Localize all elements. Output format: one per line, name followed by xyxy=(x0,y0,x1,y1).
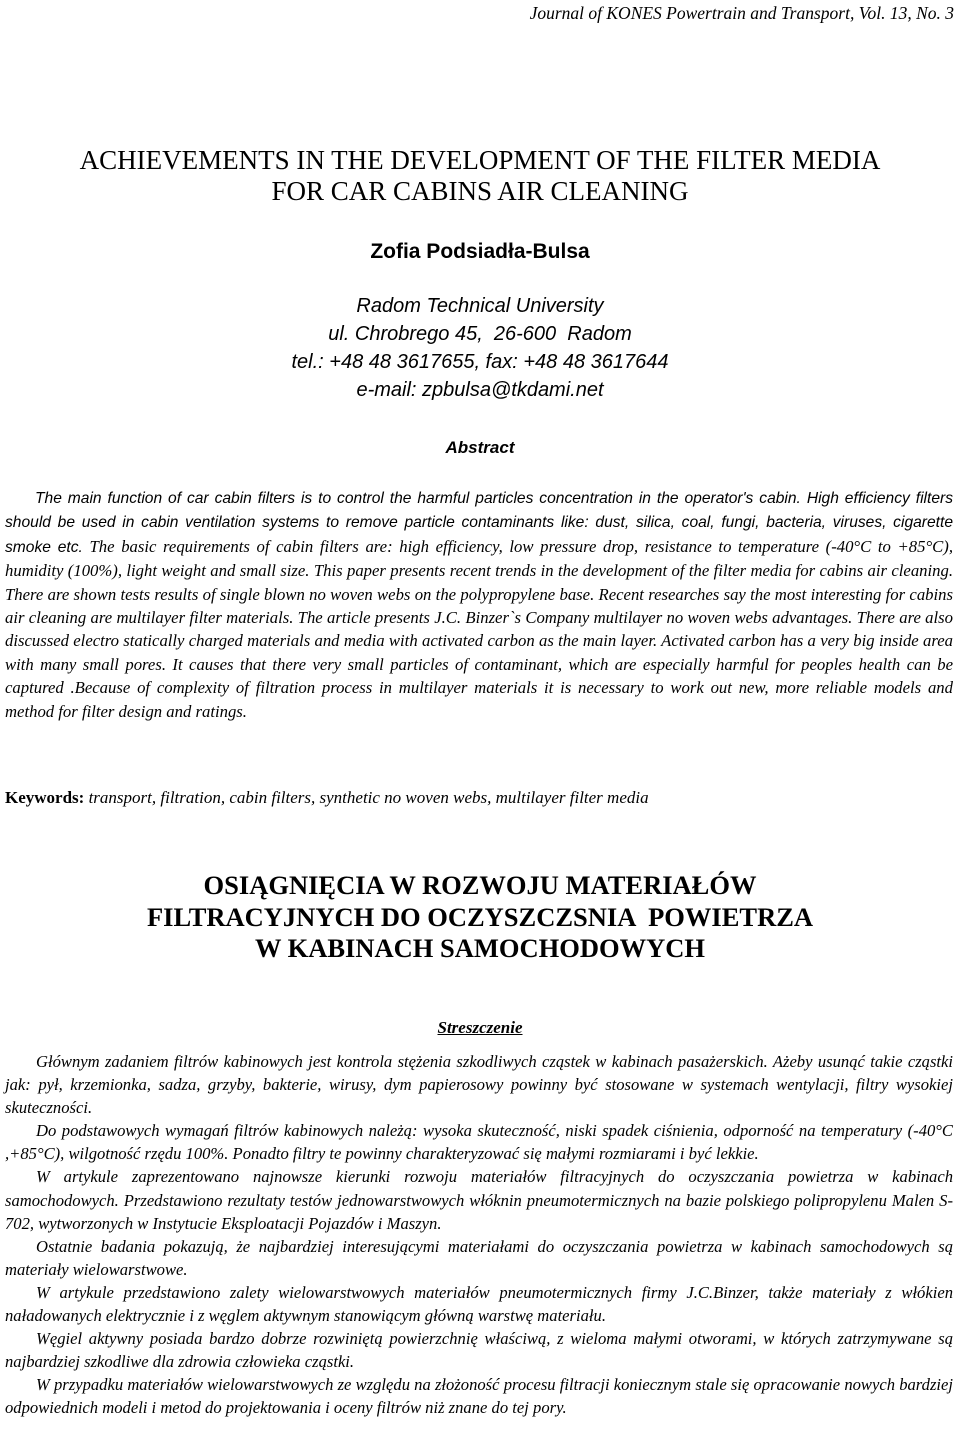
affiliation-institution: Radom Technical University xyxy=(356,295,604,317)
streszczenie-paragraph: W przypadku materiałów wielowarstwowych ze względu na złożoność procesu filtracji koniecznym stale się opracowanie nowych bardziej odpowiednich modeli i metod do projektowania i oceny filtrów niż znane do tej pory. xyxy=(5,1375,953,1418)
streszczenie-paragraph: Głównym zadaniem filtrów kabinowych jest kontrola stężenia szkodliwych cząstek w kabinach pasażerskich. Ażeby usunąć takie cząstki jak: pył, krzemionka, sadza, grzyby, bakterie, wirusy, dym papierosowy powinny być stosowane w systemach wentylacji, filtry wysokiej skuteczności. xyxy=(5,1052,953,1118)
streszczenie-paragraph: Do podstawowych wymagań filtrów kabinowych należą: wysoka skuteczność, niski spadek ciśnienia, odporność na temperatury (-40°C ,+85°C), wilgotność rzędu 100%. Ponadto filtry te powinny charakteryzować się małymi rozmiarami i być lekkie. xyxy=(5,1121,953,1164)
streszczenie-paragraph: Ostatnie badania pokazują, że najbardziej interesującymi materiałami do oczyszczania powietrza w kabinach samochodowych są materiały wielowarstwowe. xyxy=(5,1236,953,1279)
streszczenie-paragraph: W artykule zaprezentowano najnowsze kierunki rozwoju materiałów filtracyjnych do oczyszczania powietrza w kabinach samochodowych. Przedstawiono rezultaty testów jednowarstwowych włóknin pneumotermicznych na bazie polskiego polipropylenu Malen S-702, wytworzonych w Instytucie Eksploatacji Pojazdów i Maszyn. xyxy=(5,1167,953,1233)
polish-title-line-1: OSIĄGNIĘCIA W ROZWOJU MATERIAŁÓW xyxy=(203,870,757,900)
journal-header: Journal of KONES Powertrain and Transport, Vol. 13, No. 3 xyxy=(529,3,954,23)
title-line-2: FOR CAR CABINS AIR CLEANING xyxy=(271,176,689,206)
keywords-line xyxy=(5,786,953,810)
affiliation-phone: tel.: +48 48 3617655, fax: +48 48 3617644 xyxy=(291,351,669,373)
streszczenie-body xyxy=(5,1050,953,1420)
abstract-heading: Abstract xyxy=(445,438,515,457)
affiliation-address: ul. Chrobrego 45, 26-600 Radom xyxy=(328,323,632,345)
affiliation-block xyxy=(0,292,960,404)
polish-title-line-2: FILTRACYJNYCH DO OCZYSZCZSNIA POWIETRZA xyxy=(146,901,814,932)
affiliation-email: e-mail: zpbulsa@tkdami.net xyxy=(356,379,604,401)
keywords-label: Keywords: xyxy=(5,788,85,807)
paper-title-polish xyxy=(0,870,960,965)
streszczenie-paragraph: W artykule przedstawiono zalety wielowarstwowych materiałów pneumotermicznych firmy J.C.Binzer, także materiały z włókien naładowanych elektrycznie i z węglem aktywnym stanowiącym główną warstwę materiału. xyxy=(5,1282,953,1326)
streszczenie-heading: Streszczenie xyxy=(437,1018,523,1037)
abstract-paragraph xyxy=(5,486,953,723)
abstract-part-2: The basic requirements of cabin filters are: high efficiency, low pressure drop, resistance to temperature (-40°C to +85°C), humidity (100%), light weight and small size. This paper presents recent trends in the development of the filter media for cabins air cleaning. There are shown tests results of single blown no woven webs on the polypropylene base. Recent researches say the most interesting for cabins air cleaning are multilayer filter materials. The article presents J.C. Binzer`s Company multilayer no woven webs advantages. There are also discussed electro statically charged materials and media with activated carbon as the main layer. Activated carbon has a very big inside area with many small pores. It causes that there very small particles of contaminant, which are especially harmful for peoples health can be captured .Because of complexity of filtration process in multilayer materials it is necessary to work out new, more reliable models and method for filter design and ratings. xyxy=(5,536,953,721)
abstract-part-1: The main function of car cabin filters is to control the harmful particles concentration in the operator's cabin. High efficiency filters should be used in cabin ventilation systems to remove particle contaminants like: dust, silica, coal, fungi, bacteria, viruses, cigarette smoke etc. xyxy=(5,490,953,556)
streszczenie-paragraph: Węgiel aktywny posiada bardzo dobrze rozwiniętą powierzchnię właściwą, z wieloma małymi otworami, w których zatrzymywane są najbardziej szkodliwe dla zdrowia człowieka cząstki. xyxy=(5,1329,953,1372)
paper-title-english xyxy=(0,145,960,207)
abstract-body xyxy=(5,486,953,723)
author-name: Zofia Podsiadła-Bulsa xyxy=(370,240,590,263)
keywords-text: transport, filtration, cabin filters, synthetic no woven webs, multilayer filter media xyxy=(84,788,649,807)
title-line-1: ACHIEVEMENTS IN THE DEVELOPMENT OF THE FILTER MEDIA xyxy=(79,145,881,175)
polish-title-line-3: W KABINACH SAMOCHODOWYCH xyxy=(254,933,706,963)
